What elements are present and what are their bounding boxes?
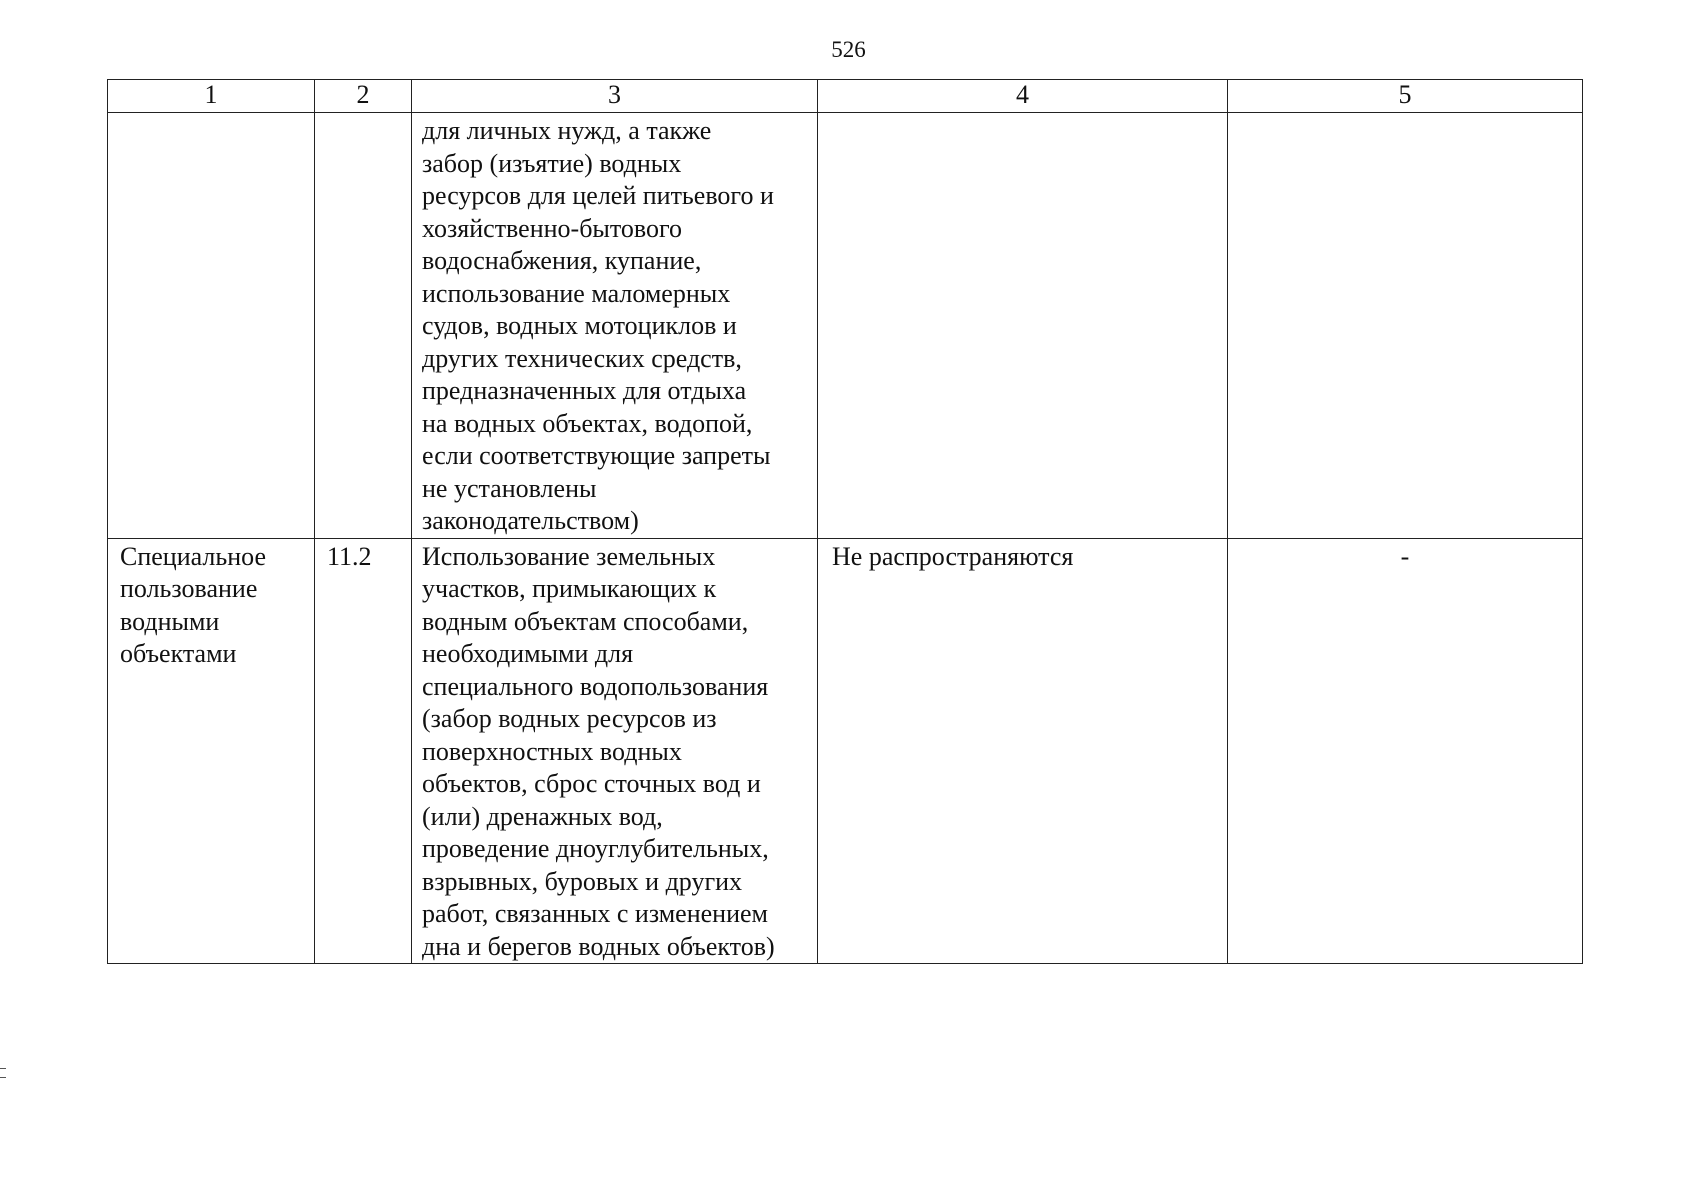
scan-edge-mark <box>0 1068 6 1078</box>
table-row <box>108 113 1583 539</box>
column-header-1: 1 <box>108 80 315 113</box>
cell-text <box>818 113 1227 115</box>
cell-text <box>1228 113 1582 115</box>
cell-text: Использование земельных участков, примыкающих к водным объектам способами, необходимыми для специального водопользования (забор водных ресурсов из поверхностных водных объектов, сброс сточных вод и (или) дренажных вод, проведение дноуглубительных, взрывных, буровых и других работ, связанных с изменением дна и берегов водных объектов) <box>422 541 775 961</box>
column-header-4: 4 <box>818 80 1228 113</box>
table-row <box>108 538 1583 964</box>
cell-text: 11.2 <box>327 541 372 571</box>
table-cell <box>818 113 1228 539</box>
table-cell <box>818 538 1228 964</box>
document-table <box>107 79 1583 964</box>
cell-text: - <box>1400 541 1410 571</box>
table-cell <box>1228 113 1583 539</box>
cell-text <box>108 113 314 115</box>
table-header-row <box>108 80 1583 113</box>
table-cell <box>108 538 315 964</box>
cell-text: Не распространяются <box>832 541 1074 571</box>
table-cell <box>315 538 412 964</box>
column-header-3: 3 <box>412 80 818 113</box>
table-cell <box>315 113 412 539</box>
cell-text <box>315 113 411 115</box>
page-number: 526 <box>831 37 866 62</box>
cell-text: для личных нужд, а также забор (изъятие) водных ресурсов для целей питьевого и хозяйственно-бытового водоснабжения, купание, использование маломерных судов, водных мотоциклов и других технических средств, предназначенных для отдыха на водных объектах, водопой, если соответствующие запреты не установлены законодательством) <box>422 116 774 535</box>
table-cell <box>1228 538 1583 964</box>
column-header-5: 5 <box>1228 80 1583 113</box>
cell-text: Специальное пользование водными объектами <box>120 541 266 668</box>
table-cell <box>108 113 315 539</box>
column-header-2: 2 <box>315 80 412 113</box>
table-cell <box>412 113 818 539</box>
table-cell <box>412 538 818 964</box>
